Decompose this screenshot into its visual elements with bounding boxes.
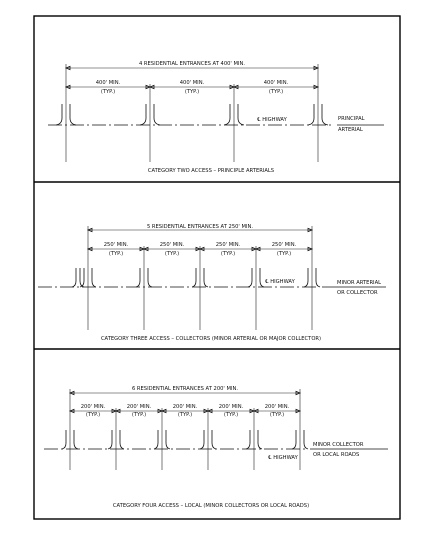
typical-label: (TYP.): [177, 412, 193, 418]
typical-label: (TYP.): [276, 251, 292, 257]
typical-label: (TYP.): [269, 412, 285, 418]
typical-label: (TYP.): [223, 412, 239, 418]
road-class-label: ARTERIAL: [338, 127, 363, 133]
panel-caption: CATEGORY TWO ACCESS – PRINCIPLE ARTERIALS: [147, 168, 275, 174]
typical-label: (TYP.): [108, 251, 124, 257]
segment-spacing-label: 250' MIN.: [103, 242, 129, 248]
segment-spacing-label: 200' MIN.: [172, 404, 198, 410]
total-spacing-label: 6 RESIDENTIAL ENTRANCES AT 200' MIN.: [131, 386, 239, 392]
road-class-label: OR COLLECTOR: [337, 290, 378, 296]
segment-spacing-label: 200' MIN.: [264, 404, 290, 410]
typical-label: (TYP.): [220, 251, 236, 257]
typical-label: (TYP.): [100, 89, 116, 95]
total-spacing-label: 4 RESIDENTIAL ENTRANCES AT 400' MIN.: [138, 61, 246, 67]
panel-caption: CATEGORY FOUR ACCESS – LOCAL (MINOR COLLECTORS OR LOCAL ROADS): [112, 503, 310, 509]
typical-label: (TYP.): [164, 251, 180, 257]
segment-spacing-label: 400' MIN.: [179, 80, 205, 86]
typical-label: (TYP.): [184, 89, 200, 95]
highway-centerline-label: ℄ HIGHWAY: [257, 117, 287, 123]
road-class-label: PRINCIPAL: [338, 116, 365, 122]
panel-category-two: [48, 61, 384, 174]
segment-spacing-label: 250' MIN.: [271, 242, 297, 248]
highway-centerline-label: ℄ HIGHWAY: [265, 279, 295, 285]
panel-category-four: [44, 386, 388, 509]
segment-spacing-label: 400' MIN.: [95, 80, 121, 86]
segment-spacing-label: 250' MIN.: [159, 242, 185, 248]
segment-spacing-label: 200' MIN.: [80, 404, 106, 410]
typical-label: (TYP.): [131, 412, 147, 418]
total-spacing-label: 5 RESIDENTIAL ENTRANCES AT 250' MIN.: [146, 224, 254, 230]
panel-caption: CATEGORY THREE ACCESS – COLLECTORS (MINOR ARTERIAL OR MAJOR COLLECTOR): [100, 336, 322, 342]
typical-label: (TYP.): [268, 89, 284, 95]
road-class-label: OR LOCAL ROADS: [313, 452, 360, 458]
highway-centerline-label: ℄ HIGHWAY: [268, 455, 298, 461]
segment-spacing-label: 250' MIN.: [215, 242, 241, 248]
panel-category-three: [38, 224, 386, 342]
segment-spacing-label: 200' MIN.: [218, 404, 244, 410]
entrance-driveway: [72, 268, 84, 287]
road-class-label: MINOR ARTERIAL: [337, 280, 382, 286]
segment-spacing-label: 400' MIN.: [263, 80, 289, 86]
segment-spacing-label: 200' MIN.: [126, 404, 152, 410]
road-class-label: MINOR COLLECTOR: [313, 442, 364, 448]
typical-label: (TYP.): [85, 412, 101, 418]
